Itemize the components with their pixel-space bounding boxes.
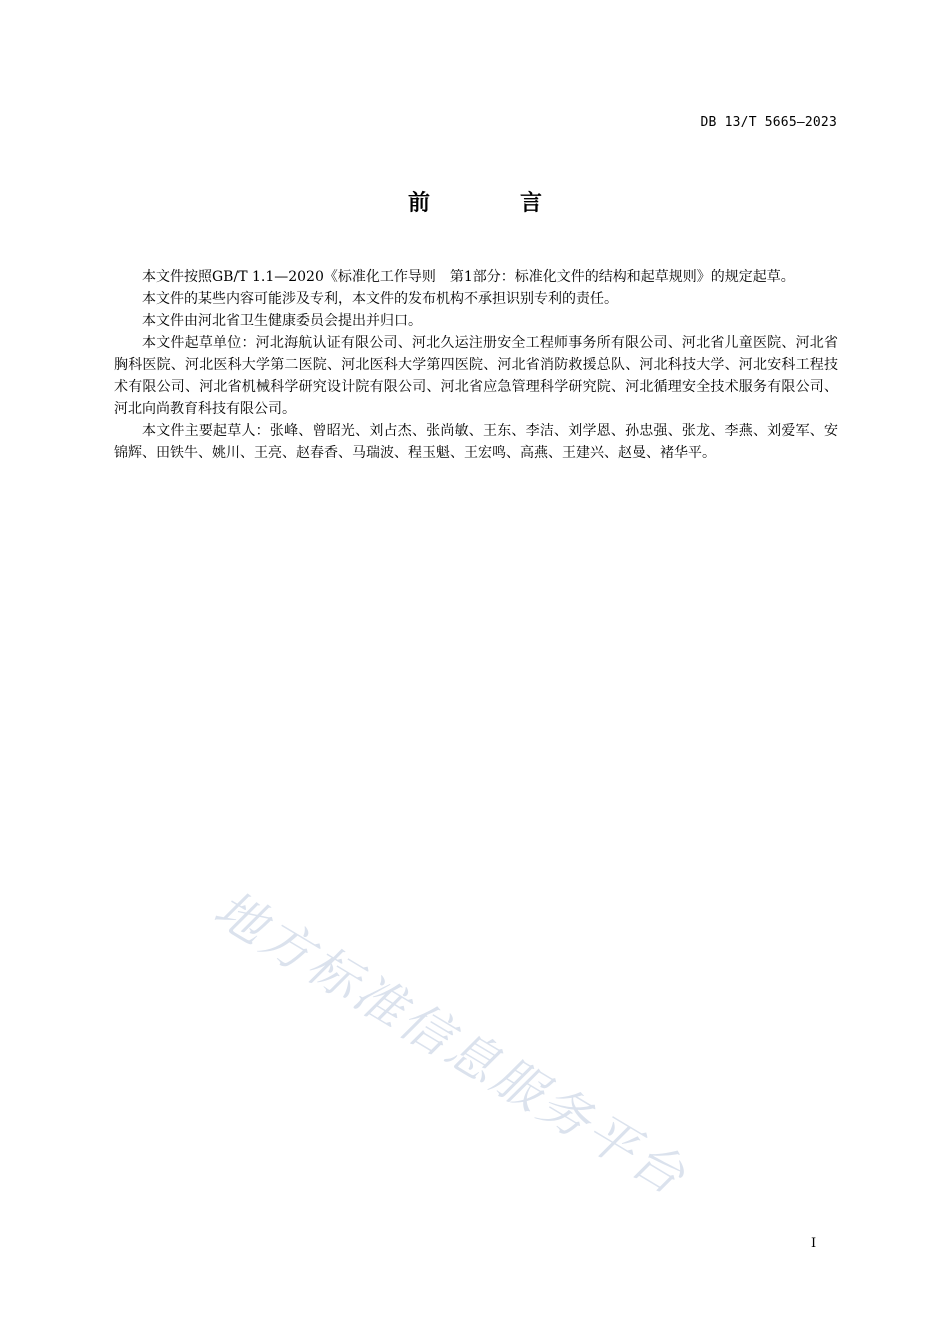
document-code: DB 13/T 5665—2023 xyxy=(700,115,837,130)
paragraph-drafting-basis: 本文件按照GB/T 1.1—2020《标准化工作导则 第1部分：标准化文件的结构和起草规则》的规定起草。 xyxy=(142,269,795,285)
page-number: I xyxy=(811,1236,817,1251)
foreword-body xyxy=(114,266,838,464)
paragraph-proposer: 本文件由河北省卫生健康委员会提出并归口。 xyxy=(142,313,422,329)
paragraph-patent-notice: 本文件的某些内容可能涉及专利，本文件的发布机构不承担识别专利的责任。 xyxy=(142,291,618,307)
page-title: 前 言 xyxy=(407,191,576,216)
paragraph-drafting-units: 本文件起草单位：河北海航认证有限公司、河北久运注册安全工程师事务所有限公司、河北省儿童医院、河北省胸科医院、河北医科大学第二医院、河北医科大学第四医院、河北省消防救援总队、河北科技大学、河北安科工程技术有限公司、河北省机械科学研究设计院有限公司、河北省应急管理科学研究院、河北循理安全技术服务有限公司、河北向尚教育科技有限公司。 xyxy=(114,335,838,417)
paragraph-drafters: 本文件主要起草人：张峰、曾昭光、刘占杰、张尚敏、王东、李洁、刘学恩、孙忠强、张龙、李燕、刘爱军、安锦辉、田铁牛、姚川、王亮、赵春香、马瑞波、程玉魁、王宏鸣、高燕、王建兴、赵曼、褚华平。 xyxy=(114,423,838,461)
watermark: 地方标准信息服务平台 xyxy=(204,879,698,1208)
